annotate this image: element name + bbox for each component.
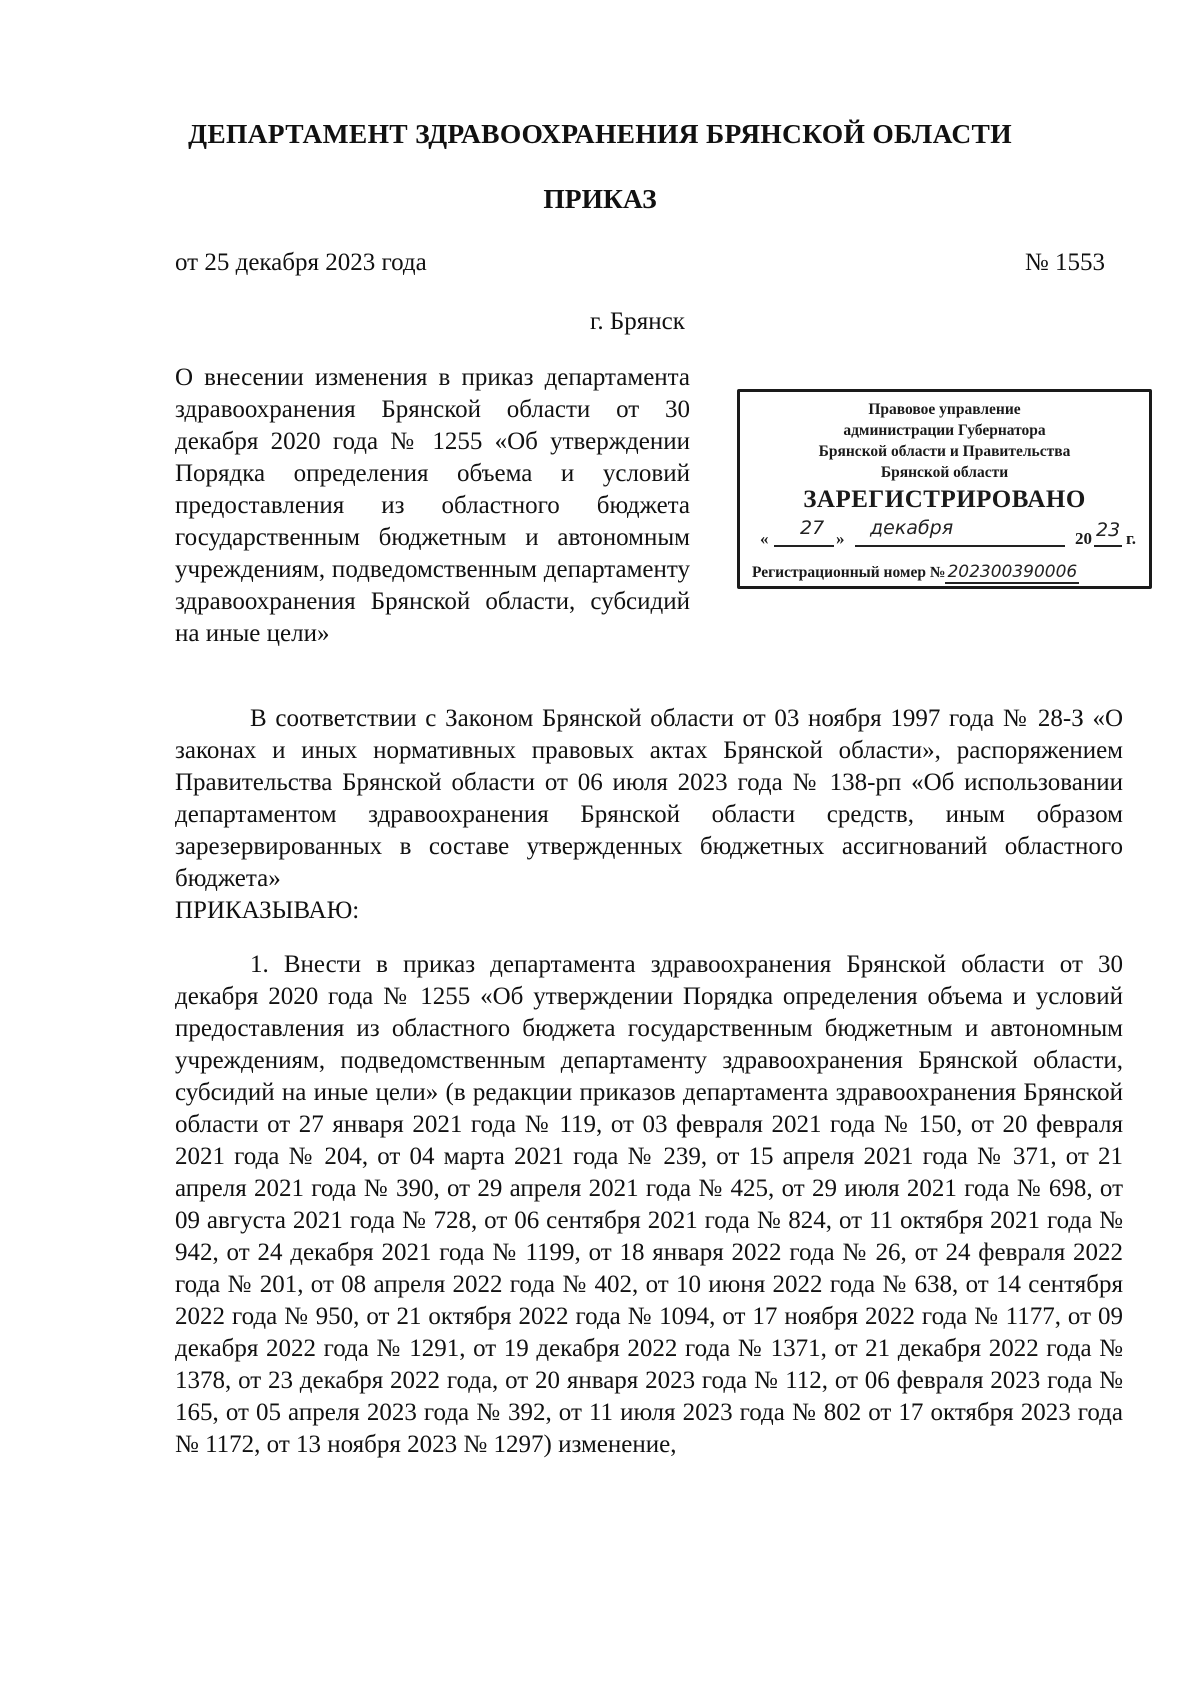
stamp-year-handwritten: 23 [1096, 519, 1121, 541]
order-directive-word: ПРИКАЗЫВАЮ: [175, 897, 360, 924]
stamp-quote-close: » [836, 529, 845, 548]
stamp-day-underline [774, 545, 834, 547]
stamp-month-underline [855, 545, 1065, 547]
stamp-reg-number-handwritten: 202300390006 [947, 562, 1078, 582]
stamp-registration-line [752, 562, 1143, 582]
stamp-org-line: Брянской области [880, 464, 1009, 481]
stamp-org-line: администрации Губернатора [843, 422, 1046, 439]
order-subject: О внесении изменения в приказ департамента здравоохранения Брянской области от 30 декабря 2020 года № 1255 «Об утверждении Порядка определения объема и условий предоставления из областного бюджета государственным бюджетным и автономным учреждениям, подведомственным департаменту здравоохранения Брянской области, субсидий на иные цели» [175, 364, 690, 647]
stamp-organization [740, 399, 1149, 483]
order-body [175, 703, 1123, 1461]
stamp-org-line: Правовое управление [868, 401, 1021, 418]
order-item-1: 1. Внести в приказ департамента здравоохранения Брянской области от 30 декабря 2020 года № 1255 «Об утверждении Порядка определения объема и условий предоставления из областного бюджета государственным бюджетным и автономным учреждениям, подведомственным департаменту здравоохранения Брянской области, субсидий на иные цели» (в редакции приказов департамента здравоохранения Брянской области от 27 января 2021 года № 119, от 03 февраля 2021 года № 150, от 20 февраля 2021 года № 204, от 04 марта 2021 года № 239, от 15 апреля 2021 года № 371, от 21 апреля 2021 года № 390, от 29 апреля 2021 года № 425, от 29 июля 2021 года № 698, от 09 августа 2021 года № 728, от 06 сентября 2021 года № 824, от 11 октября 2021 года № 942, от 24 декабря 2021 года № 1199, от 18 января 2022 года № 26, от 24 февраля 2022 года № 201, от 08 апреля 2022 года № 402, от 10 июня 2022 года № 638, от 14 сентября 2022 года № 950, от 21 октября 2022 года № 1094, от 17 ноября 2022 года № 1177, от 09 декабря 2022 года № 1291, от 19 декабря 2022 года № 1371, от 21 декабря 2022 года № 1378, от 23 декабря 2022 года, от 20 января 2023 года № 112, от 06 февраля 2023 года № 165, от 05 апреля 2023 года № 392, от 11 июля 2023 года № 802 от 17 октября 2023 года № 1172, от 13 ноября 2023 № 1297) изменение, [175, 951, 1123, 1458]
stamp-status: ЗАРЕГИСТРИРОВАНО [803, 486, 1086, 513]
registration-stamp [737, 389, 1152, 589]
city-name: г. Брянск [590, 308, 685, 335]
order-date: от 25 декабря 2023 года [175, 249, 427, 276]
stamp-month-handwritten: декабря [870, 517, 954, 539]
preamble-paragraph: В соответствии с Законом Брянской области от 03 ноября 1997 года № 28-З «О законах и иных нормативных правовых актах Брянской области», распоряжением Правительства Брянской области от 06 июля 2023 года № 138-рп «Об использовании департаментом здравоохранения Брянской области средств, иным образом зарезервированных в составе утвержденных бюджетных ассигнований областного бюджета» [175, 705, 1123, 892]
stamp-reg-label: Регистрационный номер № [752, 564, 946, 581]
document-type-title: ПРИКАЗ [543, 183, 657, 214]
stamp-year-suffix: г. [1126, 529, 1137, 548]
stamp-year-prefix: 20 [1075, 529, 1092, 548]
department-heading: ДЕПАРТАМЕНТ ЗДРАВООХРАНЕНИЯ БРЯНСКОЙ ОБЛАСТИ [188, 118, 1012, 149]
stamp-year-underline [1094, 545, 1122, 547]
stamp-date-line [760, 517, 1139, 555]
stamp-org-line: Брянской области и Правительства [818, 443, 1071, 460]
stamp-day-handwritten: 27 [800, 517, 825, 539]
order-number: № 1553 [1024, 249, 1105, 276]
stamp-quote-open: « [760, 529, 769, 548]
